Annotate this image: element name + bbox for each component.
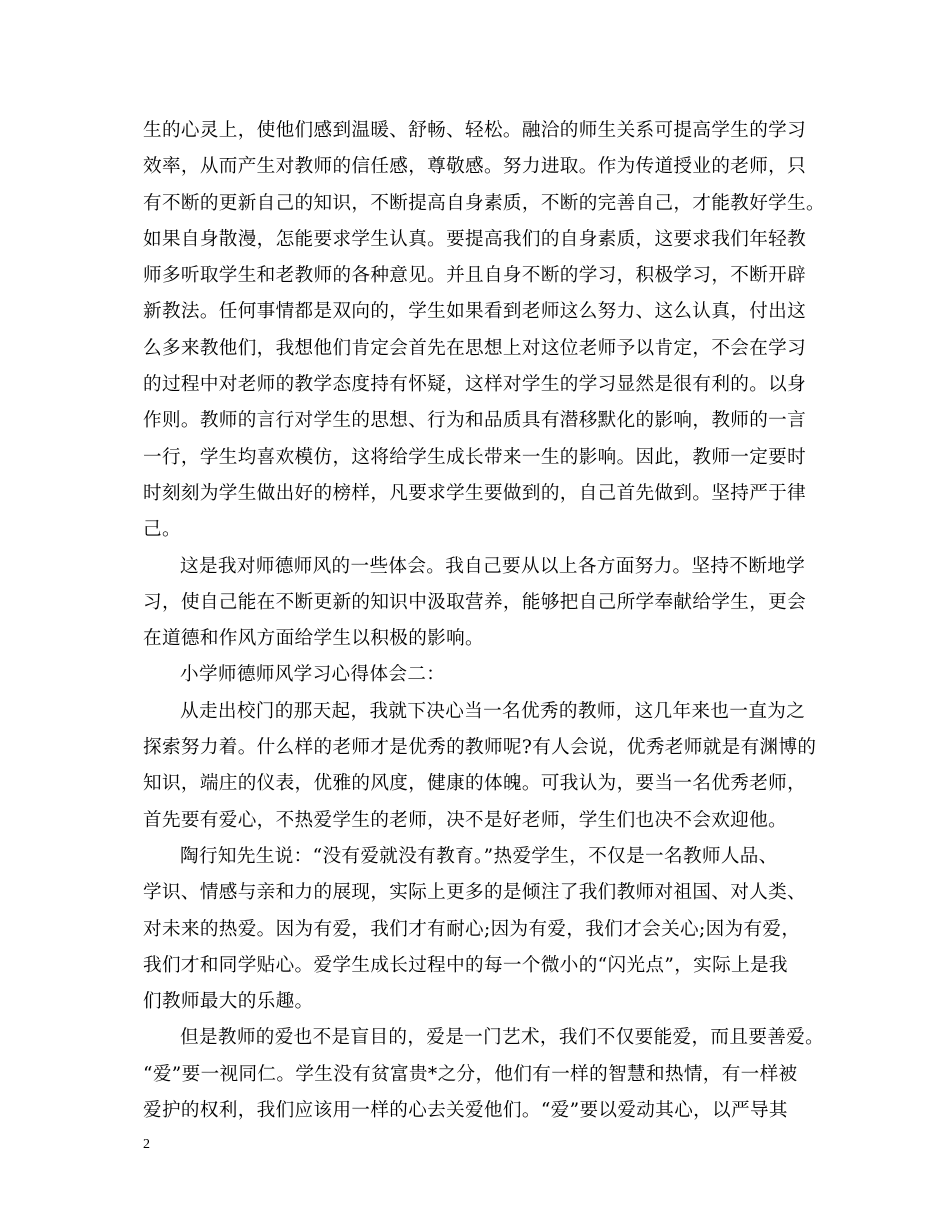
paragraph-start-line: 陶行知先生说：“没有爱就没有教育。”热爱学生，不仅是一名教师人品、	[180, 845, 778, 867]
text-line: 生的心灵上，使他们感到温暖、舒畅、轻松。融洽的师生关系可提高学生的学习	[143, 120, 807, 141]
text-line: 们教师最大的乐趣。	[143, 991, 314, 1013]
text-line: 如果自身散漫，怎能要求学生认真。要提高我们的自身素质，这要求我们年轻教	[143, 228, 807, 250]
text-line: 作则。教师的言行对学生的思想、行为和品质具有潜移默化的影响，教师的一言	[143, 410, 807, 432]
text-line: 己。	[143, 519, 181, 541]
paragraph-start-line: 但是教师的爱也不是盲目的，爱是一门艺术，我们不仅要能爱，而且要善爱。	[180, 1027, 825, 1049]
text-line: 首先要有爱心，不热爱学生的老师，决不是好老师，学生们也决不会欢迎他。	[143, 809, 788, 831]
text-line: 师多听取学生和老教师的各种意见。并且自身不断的学习，积极学习，不断开辟	[143, 265, 807, 287]
text-line: 一行，学生均喜欢模仿，这将给学生成长带来一生的影响。因此，教师一定要时	[143, 446, 807, 468]
text-line: 我们才和同学贴心。爱学生成长过程中的每一个微小的“闪光点”，实际上是我	[143, 954, 788, 976]
text-line: 学识、情感与亲和力的展现，实际上更多的是倾注了我们教师对祖国、对人类、	[143, 882, 807, 904]
text-line: 知识，端庄的仪表，优雅的风度，健康的体魄。可我认为，要当一名优秀老师，	[143, 773, 807, 795]
text-line: 有不断的更新自己的知识，不断提高自身素质，不断的完善自己，才能教好学生。	[143, 192, 825, 214]
paragraph-start-line: 这是我对师德师风的一些体会。我自己要从以上各方面努力。坚持不断地学	[180, 555, 806, 577]
text-line: 探索努力着。什么样的老师才是优秀的教师呢?有人会说，优秀老师就是有渊博的	[143, 737, 817, 759]
text-line: 效率，从而产生对教师的信任感，尊敬感。努力进取。作为传道授业的老师，只	[143, 156, 807, 178]
text-line: “爱”要一视同仁。学生没有贫富贵*之分，他们有一样的智慧和热情，有一样被	[143, 1063, 798, 1085]
text-line: 时刻刻为学生做出好的榜样，凡要求学生要做到的，自己首先做到。坚持严于律	[143, 482, 807, 504]
text-line: 在道德和作风方面给学生以积极的影响。	[143, 628, 484, 650]
text-line: 的过程中对老师的教学态度持有怀疑，这样对学生的学习显然是很有利的。以身	[143, 374, 807, 396]
text-line: 对未来的热爱。因为有爱，我们才有耐心;因为有爱，我们才会关心;因为有爱，	[143, 918, 801, 940]
text-line: 习，使自己能在不断更新的知识中汲取营养，能够把自己所学奉献给学生，更会	[143, 591, 807, 613]
section-heading: 小学师德师风学习心得体会二：	[180, 664, 446, 686]
text-line: 爱护的权利，我们应该用一样的心去关爱他们。“爱”要以爱动其心，以严导其	[143, 1100, 788, 1122]
text-line: 新教法。任何事情都是双向的，学生如果看到老师这么努力、这么认真，付出这	[143, 301, 807, 323]
page-number: 2	[143, 1137, 150, 1152]
paragraph-start-line: 从走出校门的那天起，我就下决心当一名优秀的教师，这几年来也一直为之	[180, 700, 806, 722]
text-line: 么多来教他们，我想他们肯定会首先在思想上对这位老师予以肯定，不会在学习	[143, 337, 807, 359]
body-text	[143, 113, 823, 1129]
